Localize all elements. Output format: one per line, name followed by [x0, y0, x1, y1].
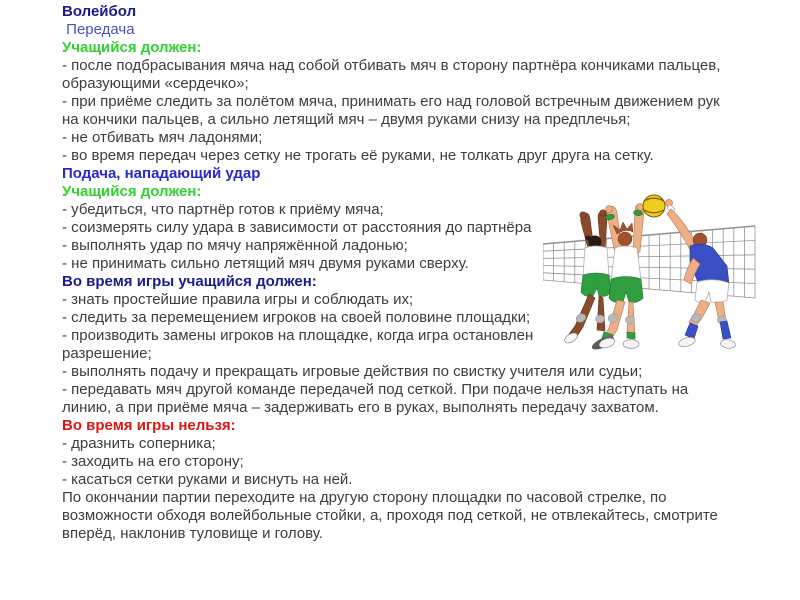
text-line: - соизмерять силу удара в зависимости от расстояния до партнёра: [62, 219, 532, 236]
text-line: образующими «сердечко»;: [62, 75, 249, 92]
text-line: Учащийся должен:: [62, 183, 202, 200]
text-line: Во время игры учащийся должен:: [62, 273, 317, 290]
text-line: Волейбол: [62, 3, 137, 20]
text-line: Во время игры нельзя:: [62, 417, 236, 434]
text-line: возможности обходя волейбольные стойки, а, проходя под сеткой, не отвлекайтесь, смотрите: [62, 507, 718, 524]
text-line: - во время передач через сетку не трогать её руками, не толкать друг друга на сетку.: [62, 147, 654, 164]
text-line: - касаться сетки руками и виснуть на ней.: [62, 471, 353, 488]
text-line: - производить замены игроков на площадке, когда игра остановлен: [62, 327, 534, 344]
text-line: По окончании партии переходите на другую сторону площадки по часовой стрелке, по: [62, 489, 667, 506]
text-line: - выполнять подачу и прекращать игровые действия по свистку учителя или судьи;: [62, 363, 643, 380]
text-line: вперёд, наклонив туловище и голову.: [62, 525, 323, 542]
text-line: - при приёме следить за полётом мяча, принимать его над головой встречным движением рук: [62, 93, 720, 110]
text-line: - выполнять удар по мячу напряжённой ладонью;: [62, 237, 408, 254]
text-line: - передавать мяч другой команде передачей под сеткой. При подаче нельзя наступать на: [62, 381, 689, 398]
text-line: Подача, нападающий удар: [62, 165, 261, 182]
text-line: - не принимать сильно летящий мяч двумя руками сверху.: [62, 255, 469, 272]
text-line: - знать простейшие правила игры и соблюдать их;: [62, 291, 414, 308]
text-line: - после подбрасывания мяча над собой отбивать мяч в сторону партнёра кончиками пальцев,: [62, 57, 721, 74]
text-line: - убедиться, что партнёр готов к приёму мяча;: [62, 201, 384, 218]
text-line: Передача: [62, 21, 135, 38]
text-line: - не отбивать мяч ладонями;: [62, 129, 263, 146]
text-line: Учащийся должен:: [62, 39, 202, 56]
text-line: - заходить на его сторону;: [62, 453, 244, 470]
text-line: - следить за перемещением игроков на своей половине площадки;: [62, 309, 531, 326]
text-line: разрешение;: [62, 345, 152, 362]
volleyball-illustration: [543, 192, 758, 355]
text-line: на кончики пальцев, а сильно летящий мяч – двумя руками снизу на предплечья;: [62, 111, 631, 128]
text-line: - дразнить соперника;: [62, 435, 216, 452]
text-line: линию, а при приёме мяча – задерживать его в руках, выполнять передачу захватом.: [62, 399, 659, 416]
